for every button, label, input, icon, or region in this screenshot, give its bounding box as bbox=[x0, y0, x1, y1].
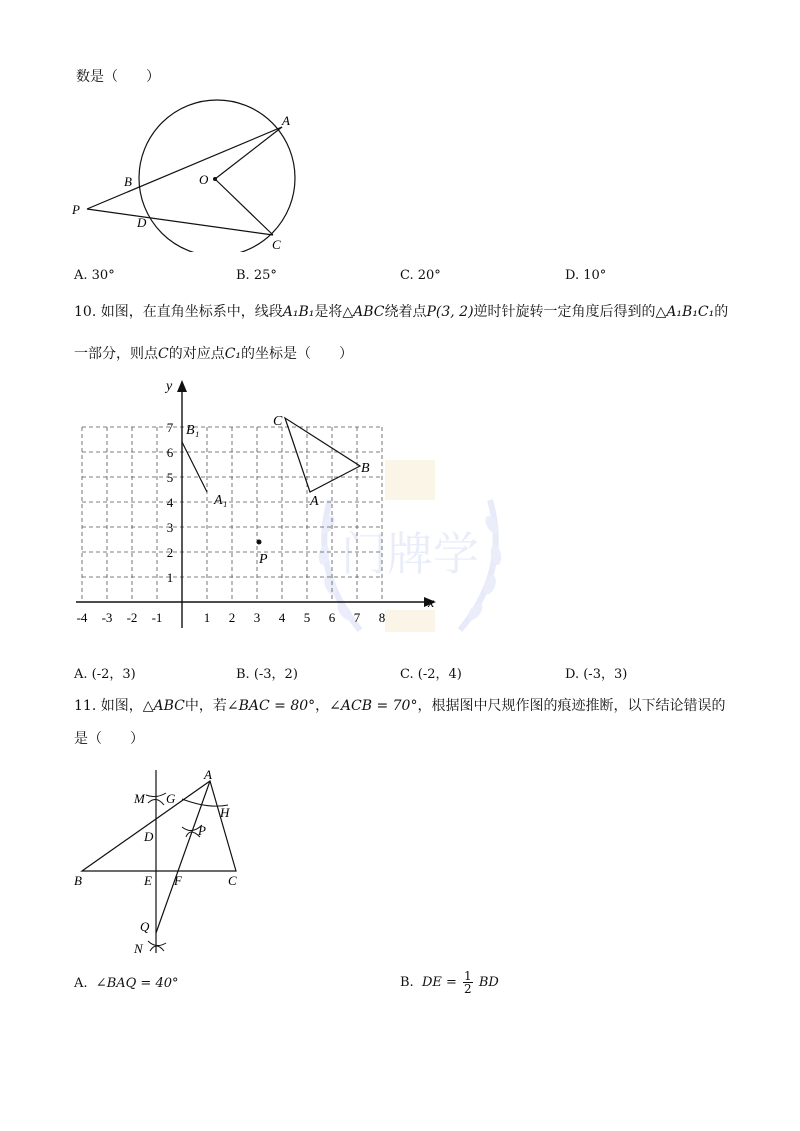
x-tick-label: 5 bbox=[303, 610, 311, 625]
y-axis-arrow bbox=[177, 380, 187, 392]
label-a: A bbox=[282, 113, 290, 128]
segment-pa bbox=[87, 127, 282, 209]
label-d: D bbox=[137, 215, 147, 230]
label-q: Q bbox=[140, 919, 150, 934]
triangle-abc bbox=[82, 781, 236, 871]
q11-option-a: A. ∠BAQ = 40° bbox=[74, 976, 179, 991]
y-tick-label: 3 bbox=[166, 520, 174, 535]
label-c: C bbox=[272, 237, 281, 252]
fraction-one-half: $\frac{1}{2}$ bbox=[464, 969, 472, 996]
x-tick-label: -3 bbox=[101, 610, 113, 625]
point-o bbox=[213, 177, 217, 181]
x-tick-label: 2 bbox=[228, 610, 236, 625]
segment-oc bbox=[215, 179, 273, 235]
q10-coordinate-grid bbox=[66, 372, 446, 634]
y-tick-label: 2 bbox=[166, 545, 174, 560]
label-o: O bbox=[199, 172, 209, 187]
y-tick-label: 6 bbox=[166, 445, 174, 460]
label-p: P bbox=[72, 202, 80, 217]
y-tick-label: 5 bbox=[166, 470, 174, 485]
label-a: A bbox=[204, 767, 212, 782]
label-a: A bbox=[310, 494, 319, 509]
q11-stem-line1: 11. 如图，△ABC中，若∠BAC = 80°，∠ACB = 70°，根据图中尺规作图的痕迹推断，以下结论错误的 bbox=[74, 698, 726, 714]
segment-a1b1 bbox=[182, 442, 207, 492]
q11-construction-figure bbox=[70, 765, 260, 960]
label-c: C bbox=[228, 873, 237, 888]
q9-circle-figure bbox=[60, 92, 320, 252]
q9-option-a: A. 30° bbox=[74, 268, 115, 283]
segment-oa bbox=[215, 127, 282, 179]
x-tick-label: 8 bbox=[378, 610, 386, 625]
q10-stem-line1: 10. 如图，在直角坐标系中，线段A₁B₁是将△ABC绕着点P(3, 2)逆时针旋转一定角度后得到的△A₁B₁C₁的 bbox=[74, 304, 729, 320]
y-axis-label: y bbox=[166, 379, 173, 394]
x-tick-label: -4 bbox=[76, 610, 88, 625]
label-a1: A₁ bbox=[214, 493, 228, 508]
x-axis-label: x bbox=[428, 596, 435, 611]
q10-stem-line2: 一部分，则点C的对应点C₁的坐标是（ ） bbox=[74, 346, 354, 362]
label-e: E bbox=[144, 873, 152, 888]
segment-pc bbox=[87, 209, 273, 235]
label-n: N bbox=[134, 941, 143, 956]
x-tick-label: 3 bbox=[253, 610, 261, 625]
label-h: H bbox=[220, 805, 230, 820]
q10-option-d: D. (-3，3) bbox=[565, 667, 628, 682]
label-d: D bbox=[144, 829, 154, 844]
x-tick-label: 1 bbox=[203, 610, 211, 625]
y-tick-label: 4 bbox=[166, 495, 174, 510]
q9-option-b: B. 25° bbox=[236, 268, 277, 283]
circle-o bbox=[139, 100, 295, 252]
label-c: C bbox=[273, 414, 283, 429]
label-g: G bbox=[166, 791, 176, 806]
label-b1: B₁ bbox=[186, 423, 200, 438]
q9-option-c: C. 20° bbox=[400, 268, 441, 283]
label-b: B bbox=[74, 873, 82, 888]
arc-mark-n2 bbox=[150, 946, 164, 951]
q11-stem-line2: 是（ ） bbox=[74, 731, 144, 747]
x-tick-label: 7 bbox=[353, 610, 361, 625]
q10-option-c: C. (-2，4) bbox=[400, 667, 462, 682]
x-tick-label: -2 bbox=[126, 610, 138, 625]
x-tick-label: 6 bbox=[328, 610, 336, 625]
q11-option-b: B. DE = $\frac{1}{2}$ BD bbox=[400, 969, 499, 996]
y-tick-label: 7 bbox=[166, 420, 174, 435]
line-aq bbox=[156, 781, 210, 933]
q10-option-b: B. (-3，2) bbox=[236, 667, 298, 682]
triangle-abc bbox=[285, 418, 360, 492]
label-m: M bbox=[134, 791, 145, 806]
y-tick-label: 1 bbox=[166, 570, 174, 585]
point-p bbox=[257, 540, 262, 545]
x-tick-label: -1 bbox=[151, 610, 163, 625]
q9-option-d: D. 10° bbox=[565, 268, 607, 283]
arc-mark-n bbox=[148, 941, 166, 946]
label-b: B bbox=[124, 174, 132, 189]
label-p: P bbox=[198, 823, 206, 838]
x-tick-label: 4 bbox=[278, 610, 286, 625]
label-f: F bbox=[174, 873, 182, 888]
label-p: P bbox=[259, 552, 268, 567]
label-b: B bbox=[361, 461, 370, 476]
q10-option-a: A. (-2，3) bbox=[74, 667, 136, 682]
q9-stem-tail: 数是（ ） bbox=[76, 69, 160, 85]
watermark-text: 门牌学 bbox=[341, 529, 479, 580]
